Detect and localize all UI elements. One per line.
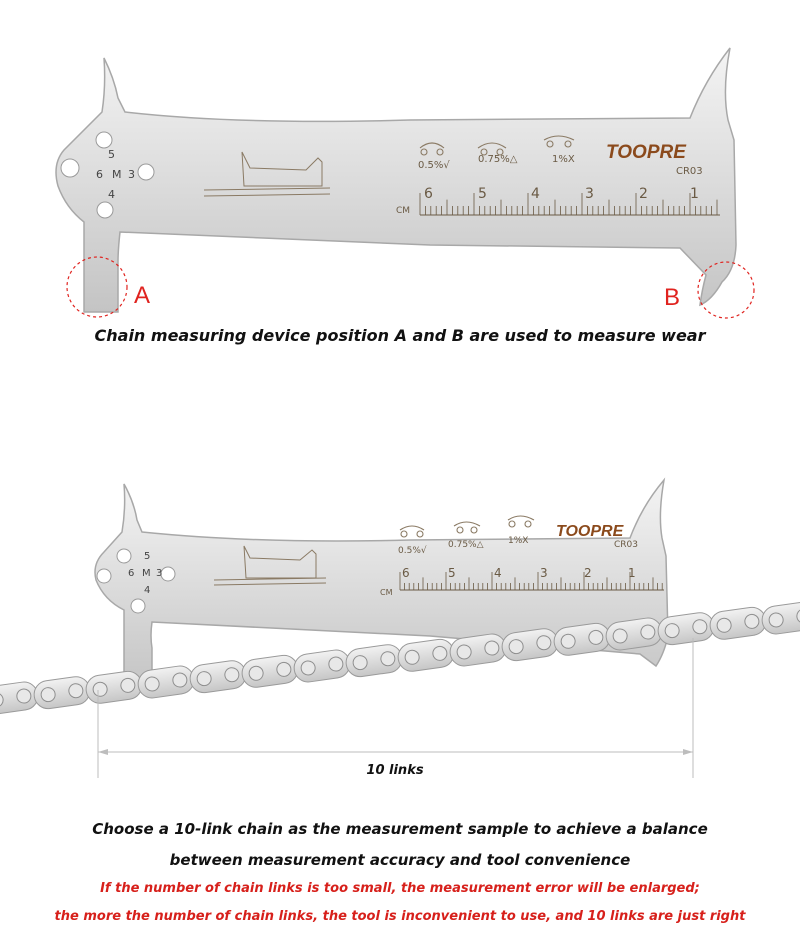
position-a-label: A xyxy=(134,282,151,309)
links-label: 10 links xyxy=(366,763,424,778)
ruler-unit: CM xyxy=(396,206,411,216)
chain-link xyxy=(708,606,767,642)
ruler-number-1: 1 xyxy=(690,186,699,202)
ruler-number-5-b: 5 xyxy=(448,566,456,580)
chain-checker-tool-top xyxy=(0,0,800,330)
position-b-label: B xyxy=(664,284,681,311)
wear-mark-1: 1%X xyxy=(552,154,575,165)
chain-link xyxy=(0,680,40,716)
chain-link xyxy=(292,648,351,684)
model-number: CR03 xyxy=(676,166,703,177)
ruler-number-4-b: 4 xyxy=(494,566,502,580)
hole-label-5-b: 5 xyxy=(144,551,151,562)
ruler-number-5: 5 xyxy=(478,186,487,202)
chain-link xyxy=(84,670,143,706)
hole-label-3: 3 xyxy=(128,168,135,181)
wear-mark-05: 0.5%√ xyxy=(418,160,450,171)
chain-checker-tool-bottom xyxy=(0,440,800,800)
hole-label-6-b: 6 xyxy=(128,568,135,579)
ruler-number-3-b: 3 xyxy=(540,566,548,580)
tool-body xyxy=(56,48,736,312)
caption-bottom-line-1: Choose a 10-link chain as the measurement sample to achieve a balance xyxy=(92,820,708,838)
ruler-number-2: 2 xyxy=(639,186,648,202)
hole-label-5: 5 xyxy=(108,148,115,161)
wear-mark-05-b: 0.5%√ xyxy=(398,546,427,556)
ruler-number-3: 3 xyxy=(585,186,594,202)
model-number-b: CR03 xyxy=(614,540,638,550)
chain-link xyxy=(760,600,800,636)
caption-bottom-line-2: between measurement accuracy and tool convenience xyxy=(169,851,631,869)
wear-mark-075: 0.75%△ xyxy=(478,154,518,165)
chain-link xyxy=(32,675,91,711)
chain-link xyxy=(188,659,247,695)
brand-logo-b: TOOPRE xyxy=(556,523,624,540)
note-line-1: If the number of chain links is too small, the measurement error will be enlarged; xyxy=(100,881,700,896)
ruler-number-6: 6 xyxy=(424,186,433,202)
wear-mark-075-b: 0.75%△ xyxy=(448,540,484,550)
brand-logo: TOOPRE xyxy=(606,142,686,163)
chain-link xyxy=(344,643,403,679)
chain-link xyxy=(240,654,299,690)
hole-label-4-b: 4 xyxy=(144,585,151,596)
ruler-number-6-b: 6 xyxy=(402,566,410,580)
ruler-number-2-b: 2 xyxy=(584,566,592,580)
hole-label-6: 6 xyxy=(96,168,103,181)
chain-link xyxy=(396,638,455,674)
note-line-2: the more the number of chain links, the tool is inconvenient to use, and 10 links are just right xyxy=(54,909,746,924)
hole-label-m: M xyxy=(112,168,122,181)
caption-top: Chain measuring device position A and B are used to measure wear xyxy=(94,326,706,345)
hole-label-3-b: 3 xyxy=(156,568,163,579)
ruler-unit-b: CM xyxy=(380,588,393,597)
hole-label-m-b: M xyxy=(142,568,151,579)
ruler-number-4: 4 xyxy=(531,186,540,202)
hole-label-4: 4 xyxy=(108,188,115,201)
wear-mark-1-b: 1%X xyxy=(508,536,529,546)
ruler-number-1-b: 1 xyxy=(628,566,636,580)
